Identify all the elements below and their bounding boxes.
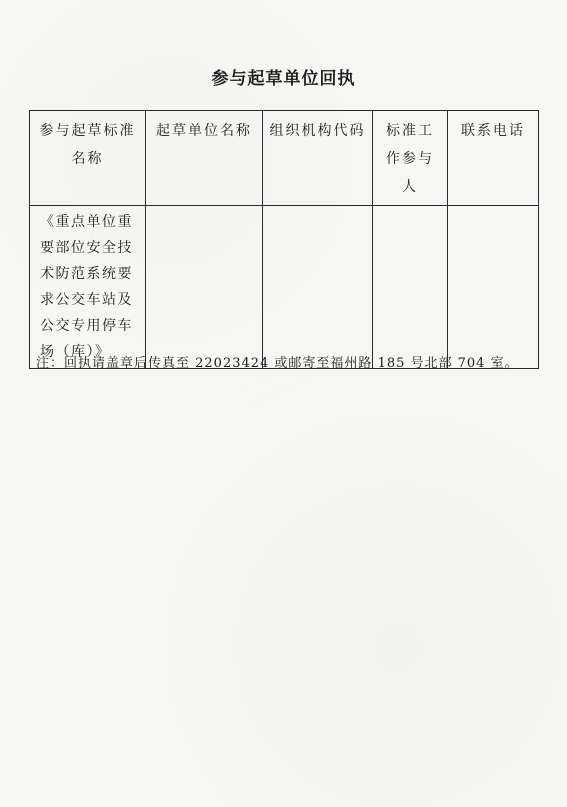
header-standard-name: 参与起草标准名称 (30, 111, 146, 206)
cell-standard-name: 《重点单位重要部位安全技术防范系统要求公交车站及公交专用停车场（库）》 (30, 206, 146, 369)
header-phone: 联系电话 (448, 111, 539, 206)
header-org-code: 组织机构代码 (263, 111, 373, 206)
header-participant: 标准工作参与人 (373, 111, 448, 206)
document-title: 参与起草单位回执 (211, 69, 356, 89)
table-row (30, 206, 539, 369)
header-unit-name: 起草单位名称 (146, 111, 263, 206)
receipt-table (29, 110, 539, 369)
table-header-row (30, 111, 539, 206)
cell-phone (448, 206, 539, 369)
cell-org-code (263, 206, 373, 369)
footnote: 注：回执请盖章后传真至 22023424 或邮寄至福州路 185 号北部 704 室。 (36, 356, 519, 371)
cell-unit-name (146, 206, 263, 369)
cell-participant (373, 206, 448, 369)
